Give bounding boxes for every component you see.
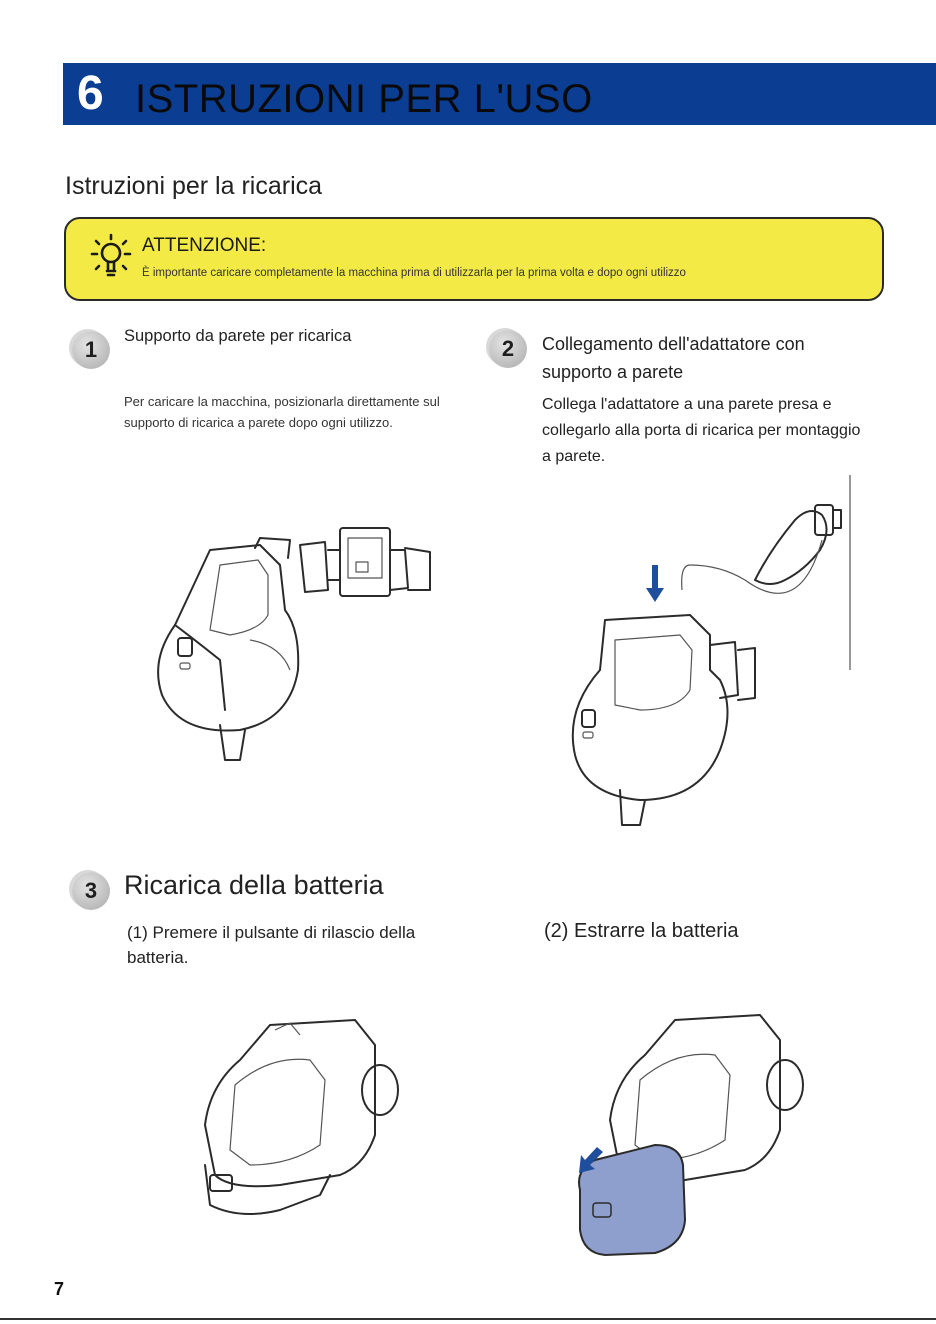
vacuum-in-mount-drawing: [573, 615, 755, 825]
hand-with-adapter-drawing: [755, 505, 841, 584]
battery-release-illustration: [190, 1005, 415, 1230]
step-1-number: 1: [72, 331, 110, 369]
page-number: 7: [54, 1279, 65, 1299]
warning-box: [64, 217, 884, 301]
wall-bracket-drawing: [300, 528, 430, 596]
section-title: Istruzioni per la ricarica: [65, 172, 323, 200]
step-2-title: Collegamento dell'adattatore con supporto a parete: [542, 334, 805, 382]
step-1-title: Supporto da parete per ricarica: [124, 327, 352, 345]
step-1-text: Per caricare la macchina, posizionarla direttamente sul supporto di ricarica a parete dopo ogni utilizzo.: [124, 394, 440, 430]
lightbulb-icon: [88, 229, 134, 289]
chapter-header: [63, 63, 936, 125]
step-3-substep-2: (2) Estrarre la batteria: [544, 920, 739, 942]
battery-removal-illustration: [575, 1005, 835, 1265]
down-arrow-icon: [646, 565, 664, 602]
step-3-number: 3: [72, 872, 110, 910]
step-2-number: 2: [489, 330, 527, 368]
step-3-title: Ricarica della batteria: [124, 870, 384, 900]
page-bottom-rule: [0, 1318, 936, 1320]
warning-text: È importante caricare completamente la macchina prima di utilizzarla per la prima volta e dopo ogni utilizzo: [142, 267, 686, 279]
chapter-number: 6: [77, 67, 104, 120]
step-2-text: Collega l'adattatore a una parete presa e collegarlo alla porta di ricarica per montaggio a parete.: [542, 396, 861, 465]
step-3-substep-1: (1) Premere il pulsante di rilascio della batteria.: [127, 923, 416, 967]
adapter-connection-illustration: [560, 470, 860, 840]
charging-cable: [682, 540, 822, 593]
chapter-title: ISTRUZIONI PER L'USO: [135, 77, 593, 121]
battery-drawing: [579, 1145, 685, 1255]
warning-title: ATTENZIONE:: [142, 235, 267, 256]
wall-mount-illustration: [150, 520, 450, 770]
vacuum-body-drawing: [158, 538, 298, 760]
